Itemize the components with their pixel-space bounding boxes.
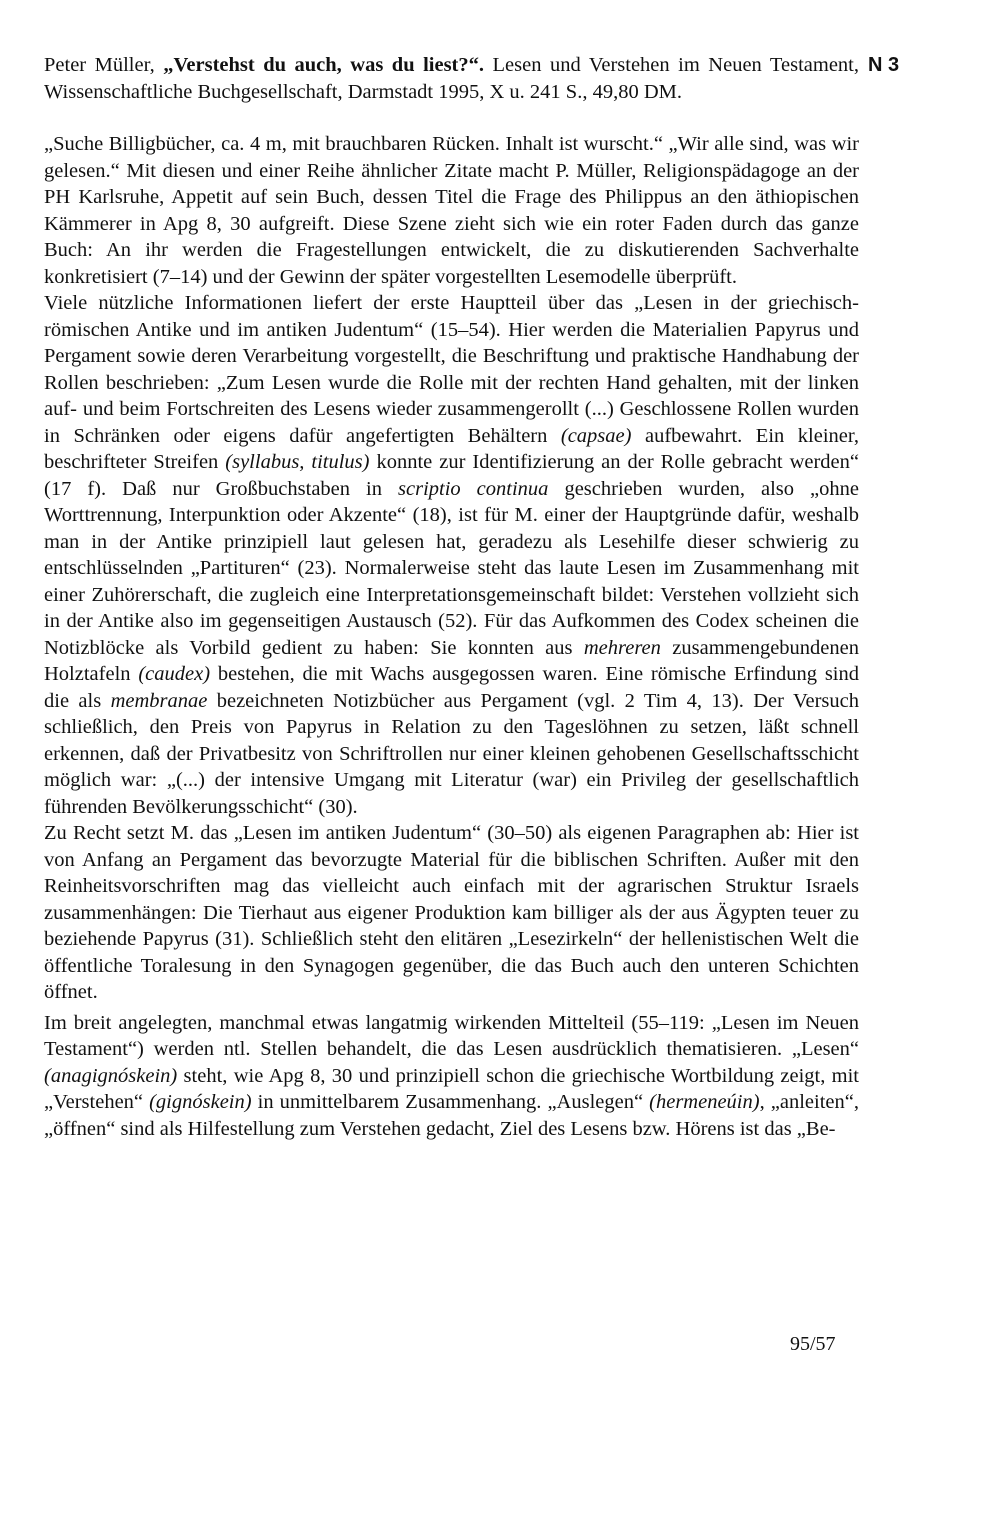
paragraph-2: Viele nützliche Informationen liefert der erste Hauptteil über das „Lesen in der griechisch-römischen Antike und im antiken Judentum“ (15–54). Hier werden die Materialien Papyrus und Pergament sowie deren Verarbeitung vorgestellt, die Beschriftung und praktische Handhabung der Rollen beschrieben: „Zum Lesen wurde die Rolle mit der rechten Hand gehalten, mit der linken auf- und beim Fortschreiten des Lesens wieder zusammengerollt (...) Geschlossene Rollen wurden in Schränken oder eigens dafür angefertigten Behältern (capsae) aufbewahrt. Ein kleiner, beschrifteter Streifen (syllabus, titulus) konnte zur Identifizierung an der Rolle gebracht werden“ (17 f). Daß nur Großbuchstaben in scriptio continua geschrieben wurden, also „ohne Worttrennung, Interpunktion oder Akzente“ (18), ist für M. einer der Hauptgründe dafür, weshalb man in der Antike prinzipiell laut gelesen hat, geradezu als Lesehilfe dieser schwierig zu entschlüsselnden „Partituren“ (23). Normalerweise steht das laute Lesen im Zusammenhang mit einer Zuhörerschaft, die zugleich eine Interpretationsgemeinschaft bildet: Verstehen vollzieht sich in der Antike also im gegenseitigen Austausch (52). Für das Aufkommen des Codex scheinen die Notizblöcke als Vorbild gedient zu haben: Sie konnten aus mehreren zusammengebundenen Holztafeln (caudex) bestehen, die mit Wachs ausgegossen waren. Eine römische Erfindung sind die als membranae bezeichneten Notizbücher aus Pergament (vgl. 2 Tim 4, 13). Der Versuch schließlich, den Preis von Papyrus in Relation zu den Tageslöhnen zu setzen, läßt schnell erkennen, daß der Privatbesitz von Schriftrollen nur einer kleinen gehobenen Gesellschaftsschicht möglich war: „(...) der intensive Umgang mit Literatur (war) ein Privileg der gesellschaftlich führenden Bevölkerungsschicht“ (30).	[44, 292, 859, 818]
paragraph-3: Zu Recht setzt M. das „Lesen im antiken Judentum“ (30–50) als eigenen Paragraphen ab: Hier ist von Anfang an Pergament das bevorzugte Material für die biblischen Schriften. Außer mit den Reinheitsvorschriften mag das vielleicht auch einfach mit der agrarischen Struktur Israels zusammenhängen: Die Tierhaut aus eigener Produktion kam billiger als der aus Ägypten teuer zu beziehende Papyrus (31). Schließlich steht den elitären „Lesezirkeln“ der hellenistischen Welt die öffentliche Toralesung in den Synagogen gegenüber, die das Buch auch den unteren Schichten öffnet.	[44, 822, 859, 1003]
book-details: Lesen und Verstehen im Neuen Testament, Wissenschaftliche Buchgesellschaft, Darmstadt 1995, X u. 241 S., 49,80 DM.	[44, 54, 859, 103]
section-marker: N 3	[868, 54, 900, 76]
book-author: Peter Müller,	[44, 54, 164, 76]
book-title: „Verstehst du auch, was du liest?“.	[163, 54, 485, 76]
page-number: 95/57	[790, 1333, 836, 1355]
document-body	[44, 52, 859, 1142]
paragraph-1: „Suche Billigbücher, ca. 4 m, mit brauchbaren Rücken. Inhalt ist wurscht.“ „Wir alle sind, was wir gelesen.“ Mit diesen und einer Reihe ähnlicher Zitate macht P. Müller, Religionspädagoge an der PH Karlsruhe, Appetit auf sein Buch, dessen Titel die Frage des Philippus an den äthiopischen Kämmerer in Apg 8, 30 aufgreift. Diese Szene zieht sich wie ein roter Faden durch das ganze Buch: An ihr werden die Fragestellungen entwickelt, die zu diskutierenden Sachverhalte konkretisiert (7–14) und der Gewinn der später vorgestellten Lesemodelle überprüft.	[44, 133, 859, 288]
bibliographic-header	[44, 52, 859, 105]
paragraph-4: Im breit angelegten, manchmal etwas langatmig wirkenden Mittelteil (55–119: „Lesen im Neuen Testament“) werden ntl. Stellen behandelt, die das Lesen ausdrücklich thematisieren. „Lesen“ (anagignóskein) steht, wie Apg 8, 30 und prinzipiell schon die griechische Wortbildung zeigt, mit „Verstehen“ (gignóskein) in unmittelbarem Zusammenhang. „Auslegen“ (hermeneúin), „anleiten“, „öffnen“ sind als Hilfestellung zum Verstehen gedacht, Ziel des Lesens bzw. Hörens ist das „Be-	[44, 1011, 859, 1140]
